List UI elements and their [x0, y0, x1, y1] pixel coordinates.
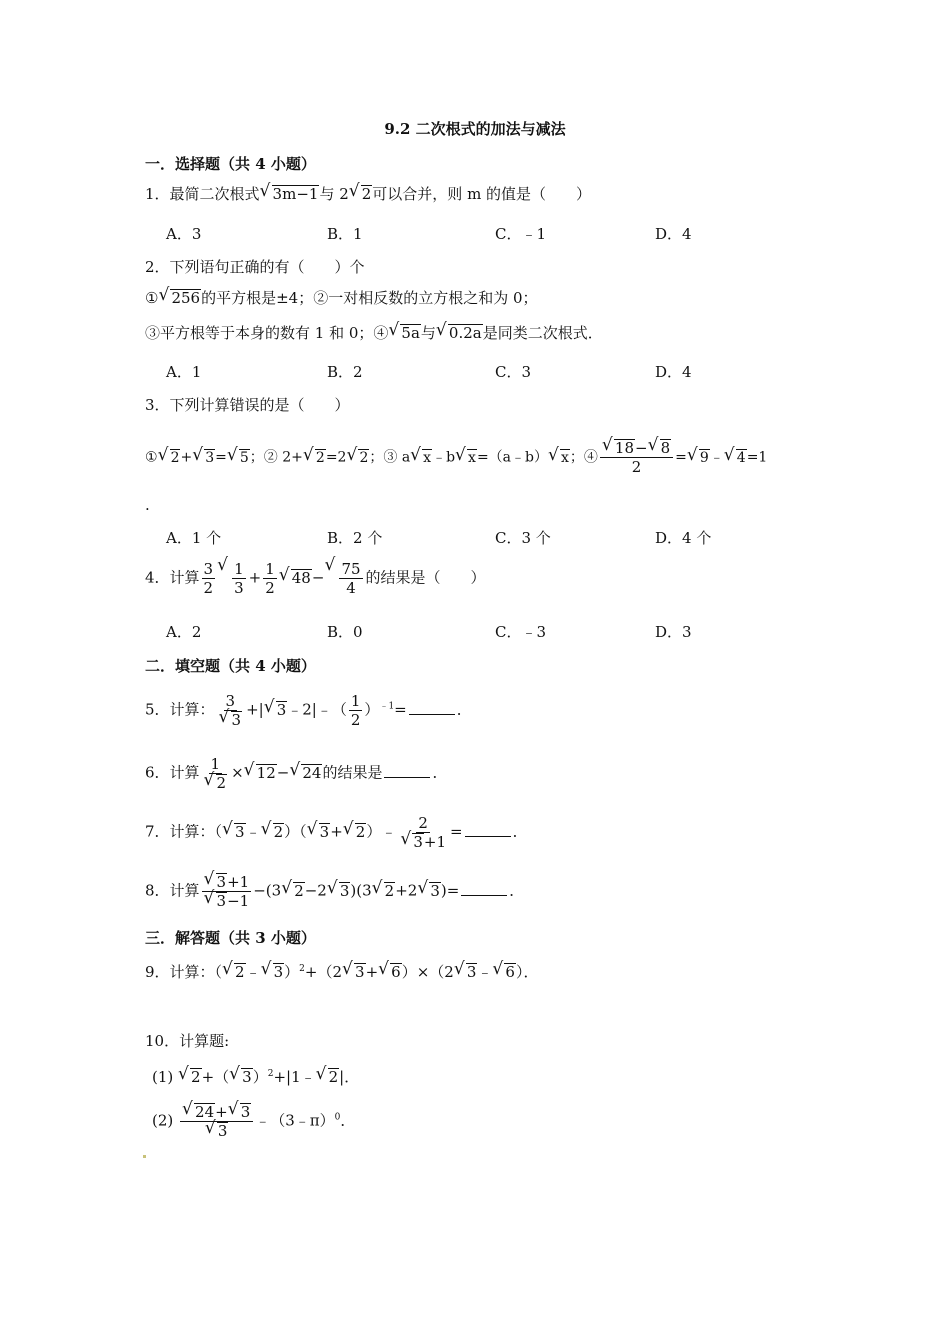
q9-radical: √ 2	[234, 963, 246, 980]
q3-radical: √ x	[422, 449, 432, 466]
q8-text: ．	[509, 881, 525, 900]
q2-l2-text: ③平方根等于本身的数有 1 和 0；④	[145, 324, 389, 342]
question-2: 2．下列语句正确的有（ ）个	[145, 258, 365, 276]
q4-num: 3	[203, 560, 214, 578]
q3-text: ；③ a	[369, 449, 411, 466]
q7-text: 7．计算：（	[145, 822, 223, 841]
q7-radical: √ 3	[412, 833, 424, 850]
q10-exponent: 2	[267, 1069, 274, 1079]
question-9	[145, 958, 538, 983]
q5-text: ．	[456, 700, 472, 719]
q2-l1-text-post: 的平方根是±4；②一对相反数的立方根之和为 0；	[201, 289, 538, 307]
page-title: 9.2 二次根式的加法与减法	[384, 120, 566, 138]
q4-den: 3	[234, 579, 244, 597]
q8-radical: √ 2	[293, 882, 305, 899]
q3-text: ；② 2+	[249, 449, 303, 466]
q5-text: ）	[364, 700, 380, 719]
q8-answer-blank[interactable]	[461, 881, 507, 896]
q4-num: √ 75	[341, 560, 361, 578]
q10-radical: √ 3	[240, 1103, 252, 1120]
q9-text: ﹣	[245, 963, 261, 981]
q3-text: ﹣b	[432, 449, 456, 466]
q2-radical-256: √ 256	[170, 289, 201, 306]
q4-fraction	[263, 560, 277, 597]
q4-option-d: D．3	[655, 623, 692, 641]
q7-text: ．	[512, 822, 528, 841]
q8-text: +1	[227, 873, 250, 891]
q2-l1-text: ①	[145, 289, 159, 307]
question-6	[145, 755, 447, 792]
q2-l2-text-mid: 与	[420, 324, 436, 342]
q6-radical: √ 24	[301, 764, 322, 781]
q5-answer-blank[interactable]	[409, 700, 455, 715]
q3-radical: √ x	[560, 449, 570, 466]
question-7	[145, 814, 528, 851]
q1-option-c: C．﹣1	[495, 225, 547, 243]
q8-text: −(3	[253, 881, 282, 900]
q7-text: =	[450, 822, 463, 841]
q4-radical-frac-2	[336, 560, 365, 597]
q4-text: 4．计算	[145, 568, 200, 587]
question-2-line-1	[145, 287, 538, 309]
q3-text: =1	[746, 449, 768, 466]
q10-text: (2)	[152, 1111, 174, 1130]
q9-text: ）．	[515, 963, 539, 981]
q5-fraction	[217, 692, 245, 729]
q6-radical: √ 2	[216, 774, 228, 791]
q8-text: −1	[227, 892, 250, 910]
q6-num: 1	[210, 755, 221, 773]
q10-radical: √ 2	[190, 1068, 202, 1085]
q9-text: 9．计算：（	[145, 963, 223, 981]
q5-den: 2	[350, 711, 361, 729]
q1-text-mid: 与 2	[319, 185, 349, 203]
q4-radical-frac	[229, 560, 249, 597]
q1-text: 1．最简二次根式	[145, 185, 260, 203]
q3-radical: √ 2	[358, 449, 369, 466]
q3-text: =2	[325, 449, 347, 466]
q3-period: .	[145, 496, 150, 514]
q2-option-a: A．1	[166, 363, 202, 381]
q3-text: ﹣	[709, 449, 724, 466]
q10-fraction	[180, 1103, 253, 1140]
q8-fraction	[202, 873, 252, 910]
q9-radical: √ 6	[504, 963, 516, 980]
q10-exponent: 0	[334, 1112, 341, 1123]
q10-text: |．	[339, 1068, 360, 1086]
q6-text: ．	[432, 763, 448, 782]
q4-num: 1	[265, 560, 275, 578]
section-heading-choice: 一．选择题（共 4 小题）	[145, 155, 316, 173]
q9-text: ﹣	[477, 963, 493, 981]
q8-radical: √ 3	[429, 882, 441, 899]
q3-radical: √ 8	[660, 439, 672, 456]
q8-text: +2	[395, 881, 418, 900]
q10-text: ﹣（3﹣π）	[255, 1111, 335, 1130]
q5-exponent: ﹣1	[379, 701, 395, 712]
q10-radical: √ 3	[217, 1122, 229, 1139]
q4-option-b: B．0	[327, 623, 363, 641]
q4-text: −	[311, 568, 325, 587]
q6-text: −	[276, 763, 290, 782]
q3-option-c: C．3 个	[495, 529, 551, 547]
q9-text: ）×（2	[401, 963, 454, 981]
q9-text: +	[365, 963, 379, 981]
q4-fraction	[202, 560, 216, 597]
q3-text: =（a﹣b）	[476, 449, 548, 466]
q2-option-c: C．3	[495, 363, 532, 381]
q9-radical: √ 6	[390, 963, 402, 980]
q3-radical: √ 3	[204, 449, 215, 466]
q4-option-a: A．2	[166, 623, 202, 641]
q7-radical: √ 3	[319, 823, 331, 840]
q3-radical: √ x	[467, 449, 477, 466]
q3-option-a: A．1 个	[166, 529, 222, 547]
q1-option-d: D．4	[655, 225, 692, 243]
q4-option-c: C．﹣3	[495, 623, 547, 641]
q8-text: )=	[440, 881, 460, 900]
q9-radical: √ 3	[466, 963, 478, 980]
question-10: 10．计算题:	[145, 1032, 230, 1050]
q8-text: )(3	[350, 881, 372, 900]
q9-exponent: 2	[299, 964, 305, 974]
q3-radical: √ 18	[614, 439, 635, 456]
q6-fraction	[202, 755, 230, 792]
q2-l2-text-post: 是同类二次根式．	[482, 324, 603, 342]
question-3-statements	[145, 439, 767, 476]
q1-option-a: A．3	[166, 225, 202, 243]
q1-radical-2: √ 2	[361, 185, 373, 202]
q3-fraction-denominator: 2	[631, 458, 642, 476]
q1-radical-1: √ 3m−1	[272, 185, 320, 202]
scan-artifact-dot	[143, 1155, 146, 1158]
q4-radical-48: √ 48	[291, 569, 312, 586]
q6-text: 6．计算	[145, 763, 200, 782]
q7-num: 2	[418, 814, 428, 832]
question-3: 3．下列计算错误的是（ ）	[145, 396, 350, 414]
q5-num: 1	[350, 692, 361, 710]
section-heading-fill: 二．填空题（共 4 小题）	[145, 657, 316, 675]
q6-radical: √ 12	[256, 764, 277, 781]
q10-text: +（	[201, 1068, 230, 1086]
question-1	[145, 183, 591, 205]
q3-radical: √ 5	[239, 449, 250, 466]
q3-option-d: D．4 个	[655, 529, 712, 547]
q7-fraction	[398, 814, 448, 851]
q4-den: 4	[346, 579, 356, 597]
q3-radical: √ 2	[315, 449, 326, 466]
q8-radical: √ 3	[216, 873, 228, 890]
q3-radical: √ 4	[736, 449, 747, 466]
q7-answer-blank[interactable]	[465, 822, 511, 837]
q10-text: ．	[340, 1111, 356, 1130]
q8-text: −2	[304, 881, 327, 900]
q6-answer-blank[interactable]	[384, 763, 430, 778]
q2-option-b: B．2	[327, 363, 363, 381]
question-2-line-2	[145, 322, 603, 344]
question-10-part-2	[152, 1103, 355, 1140]
q10-text: ）	[252, 1068, 268, 1086]
q4-text-post: 的结果是（ ）	[365, 568, 486, 587]
q3-option-b: B．2 个	[327, 529, 383, 547]
q7-radical: √ 2	[355, 823, 367, 840]
q3-text-1: ①	[145, 449, 158, 466]
q5-text: ﹣2|﹣（	[287, 700, 347, 719]
q10-radical: √ 3	[241, 1068, 253, 1085]
q3-fraction	[600, 439, 673, 476]
q3-text: +	[180, 449, 193, 466]
q8-radical: √ 3	[216, 892, 228, 909]
q5-radical: √ 3	[276, 701, 288, 718]
q7-text: ﹣	[245, 822, 261, 841]
q10-radical: √ 2	[328, 1068, 340, 1085]
q4-text: +	[248, 568, 262, 587]
q10-text: +	[215, 1103, 228, 1121]
q9-text: +（2	[304, 963, 343, 981]
q4-num: √ 1	[234, 560, 244, 578]
q5-text: =	[394, 700, 407, 719]
q2-option-d: D．4	[655, 363, 692, 381]
q9-radical: √ 3	[354, 963, 366, 980]
q5-radical: √ 3	[231, 711, 243, 728]
q3-text: −	[635, 439, 648, 457]
q10-radical: √ 24	[194, 1103, 215, 1120]
q7-den-text: +1	[423, 833, 447, 851]
q3-radical: √ 9	[699, 449, 710, 466]
q10-text: +|1﹣	[273, 1068, 316, 1086]
q3-text: =	[215, 449, 227, 466]
q9-text: ）	[284, 963, 300, 981]
q1-text-post: 可以合并，则 m 的值是（ ）	[372, 185, 592, 203]
q9-radical: √ 3	[273, 963, 285, 980]
q6-text: ×	[231, 763, 244, 782]
q6-text: 的结果是	[322, 763, 383, 782]
q4-den: 2	[203, 579, 214, 597]
q3-text: ；④	[569, 449, 598, 466]
q7-radical: √ 3	[234, 823, 246, 840]
q2-radical-02a: √ 0.2a	[448, 324, 483, 341]
q7-text: +	[330, 822, 343, 841]
q7-radical: √ 2	[273, 823, 285, 840]
q7-text: ）（	[284, 822, 307, 841]
q1-option-b: B．1	[327, 225, 363, 243]
q4-den: 2	[265, 579, 275, 597]
q5-num: 3	[225, 692, 236, 710]
q5-text: 5．计算：	[145, 700, 215, 719]
question-10-part-1	[152, 1063, 359, 1088]
question-4	[145, 560, 486, 597]
q2-radical-5a: √ 5a	[400, 324, 421, 341]
q7-text: ）﹣	[366, 822, 397, 841]
q5-fraction-half	[349, 692, 363, 729]
q8-text: 8．计算	[145, 881, 200, 900]
q3-radical: √ 2	[170, 449, 181, 466]
section-heading-solve: 三．解答题（共 3 小题）	[145, 929, 316, 947]
question-5	[145, 692, 472, 729]
q10-text: (1)	[152, 1068, 174, 1086]
q8-radical: √ 3	[339, 882, 351, 899]
q8-radical: √ 2	[384, 882, 396, 899]
q5-text: +|	[246, 700, 264, 719]
q3-text: =	[675, 449, 687, 466]
question-8	[145, 873, 524, 910]
